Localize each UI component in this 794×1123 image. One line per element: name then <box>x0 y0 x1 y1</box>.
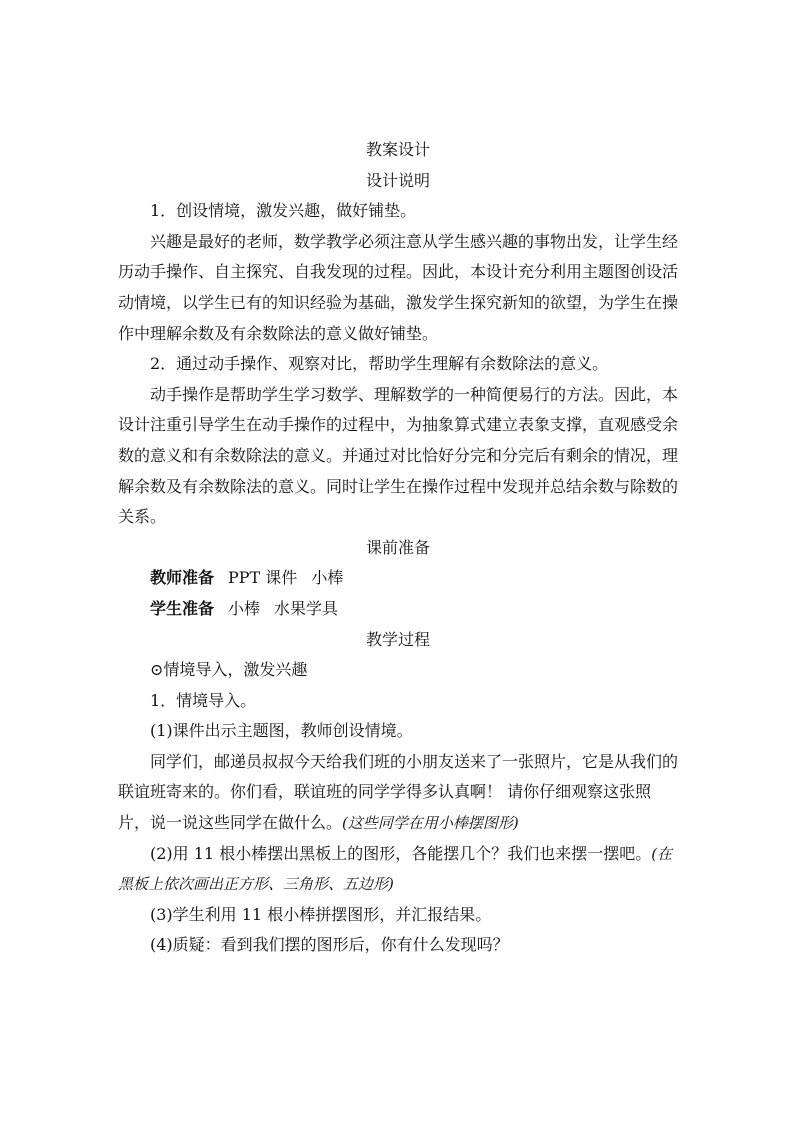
document-title: 教案设计 <box>365 140 430 159</box>
section-title-design-notes: 设计说明 <box>365 170 430 190</box>
student-item-sticks: 小棒 <box>228 598 261 618</box>
sub-step-4: (4)质疑：看到我们摆的图形后，你有什么发现吗？ <box>150 935 509 955</box>
point-1-heading: 1．创设情境，激发兴趣，做好铺垫。 <box>150 201 417 221</box>
section-title-teaching-process: 教学过程 <box>365 629 430 649</box>
teacher-item-sticks: 小棒 <box>311 568 344 588</box>
teacher-preparation <box>118 563 678 594</box>
student-preparation-label: 学生准备 <box>150 598 215 618</box>
sub-step-1-dialogue: 同学们，邮递员叔叔今天给我们班的小朋友送来了一张照片，它是从我们的联谊班寄来的。你们看，联谊班的同学学得多认真啊！ 请你仔细观察这张照片，说一说这些同学在做什么。 <box>118 751 679 833</box>
sub-step-1-note: (这些同学在用小棒摆图形) <box>342 814 519 833</box>
point-1-body: 兴趣是最好的老师，数学教学必须注意从学生感兴趣的事物出发，让学生经历动手操作、自主探究、自我发现的过程。因此，本设计充分利用主题图创设活动情境，以学生已有的知识经验为基础，激发学生探究新知的欲望，为学生在操作中理解余数及有余数除法的意义做好铺垫。 <box>118 231 679 343</box>
section-title-preparation: 课前准备 <box>365 537 430 557</box>
point-2-heading: 2．通过动手操作、观察对比，帮助学生理解有余数除法的意义。 <box>150 354 609 374</box>
step-heading: ⊙情境导入，激发兴趣 <box>150 660 308 680</box>
sub-step-2 <box>118 839 678 900</box>
teacher-item-ppt: PPT 课件 <box>228 568 298 588</box>
sub-step-1-text <box>118 747 678 839</box>
sub-step-1: (1)课件出示主题图，教师创设情境。 <box>150 721 413 741</box>
sub-step-3: (3)学生利用 11 根小棒拼摆图形，并汇报结果。 <box>150 904 492 924</box>
step-1: 1．情境导入。 <box>150 690 257 710</box>
sub-step-2-text: (2)用 11 根小棒摆出黑板上的图形，各能摆几个？我们也来摆一摆吧。 <box>150 843 652 863</box>
teacher-preparation-label: 教师准备 <box>150 568 215 588</box>
point-2-body: 动手操作是帮助学生学习数学、理解数学的一种简便易行的方法。因此，本设计注重引导学生在动手操作的过程中，为抽象算式建立表象支撑，直观感受余数的意义和有余数除法的意义。并通过对比恰好分完和分完后有剩余的情况，理解余数及有余数除法的意义。同时让学生在操作过程中发现并总结余数与除数的关系。 <box>118 384 679 527</box>
student-item-fruit: 水果学具 <box>274 598 339 618</box>
student-preparation <box>118 594 678 625</box>
document-page <box>118 135 678 961</box>
sub-step-2-note: (在黑板上依次画出正方形、三角形、五边形) <box>118 844 673 894</box>
